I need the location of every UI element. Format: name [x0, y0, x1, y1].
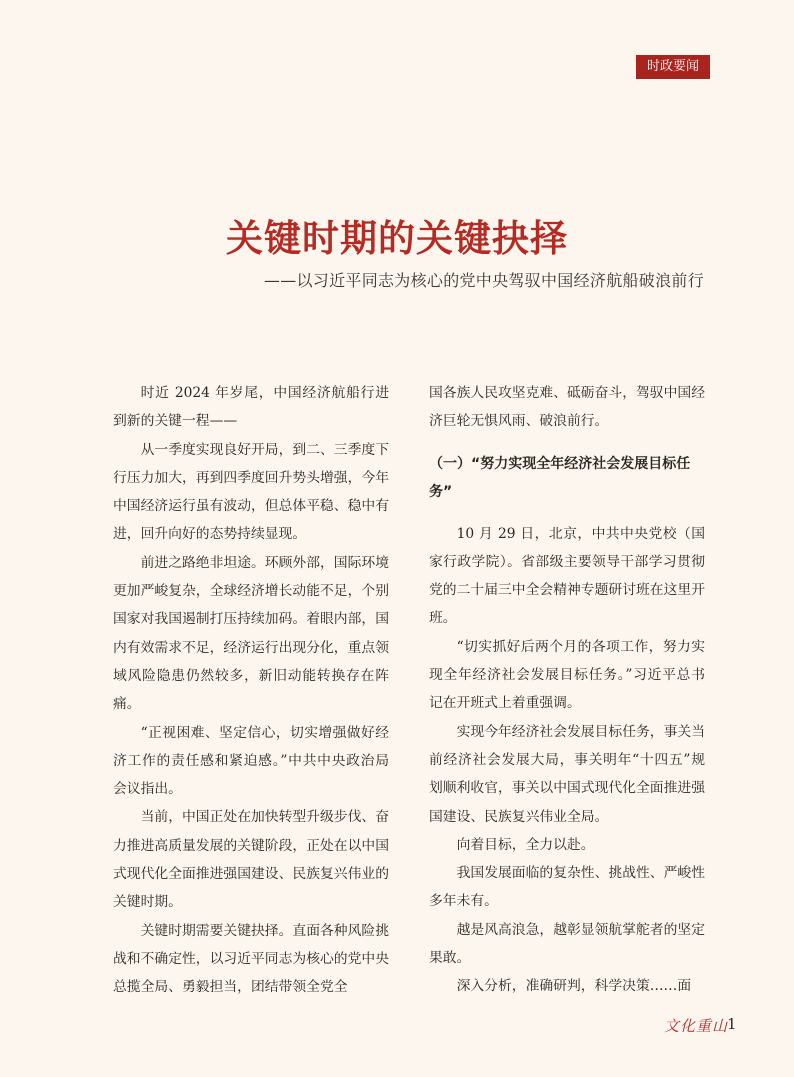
section-tag: 时政要闻: [636, 55, 710, 79]
section-heading: （一）“努力实现全年经济社会发展目标任务”: [429, 455, 691, 500]
right-column: [429, 379, 705, 1001]
paragraph: 当前，中国正处在加快转型升级步伐、奋力推进高质量发展的关键阶段，正处在以中国式现代化全面推进强国建设、民族复兴伟业的关键时期。: [113, 809, 389, 911]
paragraph: 实现今年经济社会发展目标任务，事关当前经济社会发展大局，事关明年“十四五”规划顺利收官，事关以中国式现代化全面推进强国建设、民族复兴伟业全局。: [429, 723, 705, 825]
paragraph: 时近 2024 年岁尾，中国经济航船行进到新的关键一程——: [113, 385, 389, 430]
paragraph: 从一季度实现良好开局，到二、三季度下行压力加大，再到四季度回升势头增强，今年中国经济运行虽有波动，但总体平稳、稳中有进，回升向好的态势持续显现。: [113, 441, 389, 543]
paragraph: “正视困难、坚定信心，切实增强做好经济工作的责任感和紧迫感。”中共中央政治局会议指出。: [113, 724, 389, 798]
article-subtitle: ——以习近平同志为核心的党中央驾驭中国经济航船破浪前行: [263, 271, 704, 290]
page-number: 1: [727, 1015, 737, 1033]
paragraph: 10 月 29 日，北京，中共中央党校（国家行政学院）。省部级主要领导干部学习贯彻党的二十届三中全会精神专题研讨班在这里开班。: [429, 525, 705, 627]
paragraph: 越是风高浪急，越彰显领航掌舵者的坚定果敢。: [429, 921, 705, 967]
left-column: [113, 379, 389, 1002]
paragraph: 关键时期需要关键抉择。直面各种风险挑战和不确定性，以习近平同志为核心的党中央总揽全局、勇毅担当，团结带领全党全: [113, 922, 389, 996]
paragraph: 深入分析，准确研判，科学决策……面: [456, 978, 692, 995]
paragraph-continuation: 国各族人民攻坚克难、砥砺奋斗，驾驭中国经济巨轮无惧风雨、破浪前行。: [429, 385, 705, 430]
paragraph: 前进之路绝非坦途。环顾外部，国际环境更加严峻复杂，全球经济增长动能不足，个别国家对我国遏制打压持续加码。着眼内部，国内有效需求不足，经济运行出现分化，重点领域风险隐患仍然较多，新旧动能转换存在阵痛。: [113, 554, 389, 713]
article-title: 关键时期的关键抉择: [226, 216, 568, 260]
paragraph: 向着目标，全力以赴。: [456, 836, 595, 853]
magazine-logo: 文化重山: [664, 1017, 729, 1035]
paragraph: “切实抓好后两个月的各项工作，努力实现全年经济社会发展目标任务。”习近平总书记在开班式上着重强调。: [429, 638, 705, 712]
paragraph: 我国发展面临的复杂性、挑战性、严峻性多年未有。: [429, 865, 705, 910]
